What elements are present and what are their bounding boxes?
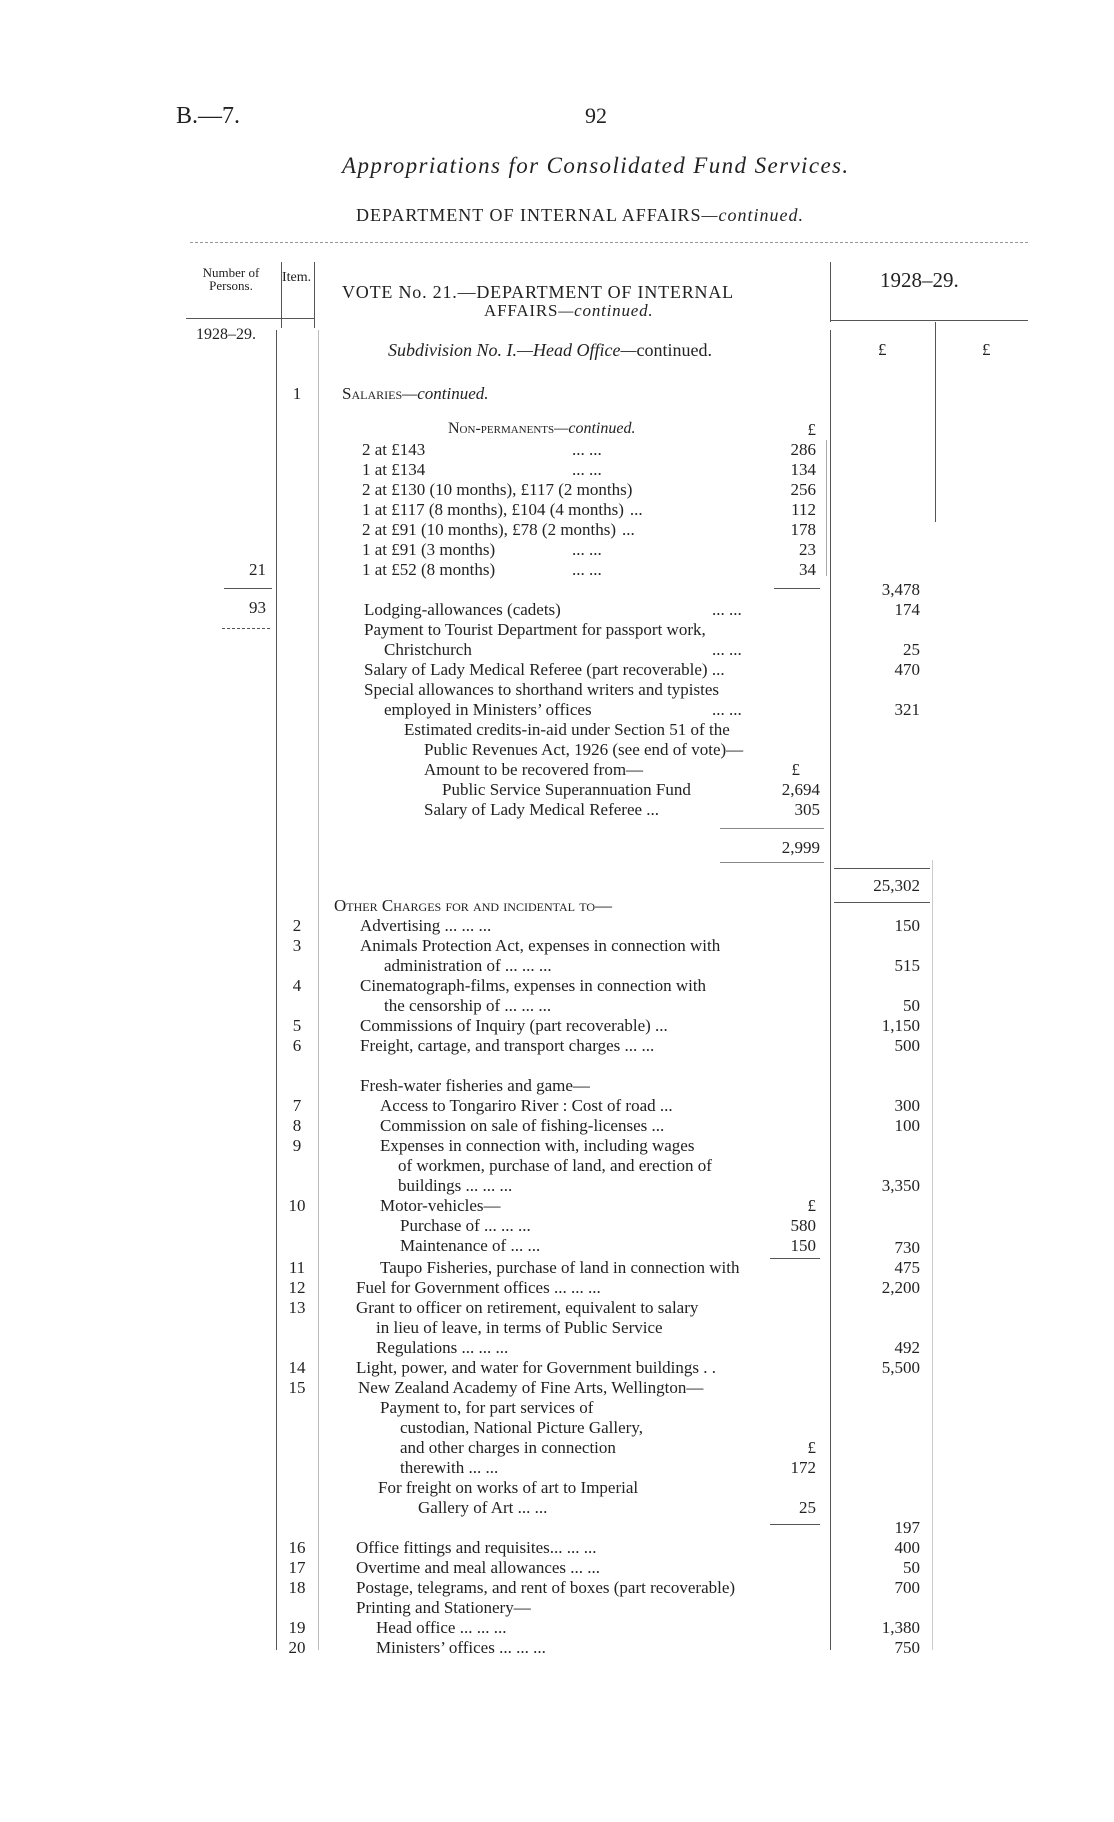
salary-line-amount: 23 bbox=[799, 540, 816, 559]
salary-line-text: 2 at £91 (10 months), £78 (2 months) bbox=[362, 520, 617, 539]
text-amount-divider-lower bbox=[830, 330, 831, 1650]
charge-line: Head office ... ... ... bbox=[376, 1618, 507, 1637]
salary-line-dots: ... ... bbox=[572, 460, 602, 479]
salary-line bbox=[362, 480, 632, 500]
persons-total-rule bbox=[222, 628, 270, 629]
item-number: 6 bbox=[292, 1036, 302, 1055]
subdivision-continued: continued. bbox=[636, 340, 712, 360]
item-header-rule bbox=[281, 318, 315, 319]
charge-line: Overtime and meal allowances ... ... bbox=[356, 1558, 601, 1577]
credits-in-aid-line3: Amount to be recovered from— bbox=[424, 760, 644, 779]
credits-item-amount: 305 bbox=[794, 800, 820, 819]
salary-line-amount: 34 bbox=[799, 560, 816, 579]
vote-title-affairs: AFFAIRS bbox=[484, 301, 559, 320]
charge-amount: 300 bbox=[894, 1096, 920, 1115]
item-number: 14 bbox=[288, 1358, 306, 1377]
item-number: 5 bbox=[292, 1016, 302, 1035]
tourist-payment-line2 bbox=[384, 640, 742, 660]
right-amount-divider bbox=[932, 860, 933, 1650]
charge-amount: 1,150 bbox=[881, 1016, 920, 1035]
medical-referee-dots: ... bbox=[711, 660, 725, 679]
salary-line-dots: ... ... bbox=[572, 560, 602, 579]
academy-freight-line: Gallery of Art ... ... bbox=[418, 1498, 548, 1517]
charge-amount: 50 bbox=[903, 996, 920, 1015]
item-number: 7 bbox=[292, 1096, 302, 1115]
page-title: Appropriations for Consolidated Fund Services. bbox=[342, 153, 850, 178]
academy-freight-line: For freight on works of art to Imperial bbox=[378, 1478, 639, 1497]
motor-vehicles-total: 730 bbox=[894, 1238, 920, 1257]
medical-referee-text: Salary of Lady Medical Referee (part recoverable) bbox=[364, 660, 708, 679]
item-number: 18 bbox=[288, 1578, 306, 1597]
salary-line-dots: ... ... bbox=[572, 540, 602, 559]
motor-vehicles-heading: Motor-vehicles— bbox=[380, 1196, 501, 1215]
credits-total-rule bbox=[720, 862, 824, 863]
special-allowances-amount: 321 bbox=[894, 700, 920, 719]
item-number: 3 bbox=[292, 936, 302, 955]
medical-referee-amount: 470 bbox=[894, 660, 920, 679]
charge-line: Freight, cartage, and transport charges ... ... bbox=[360, 1036, 655, 1055]
special-allowances-line2 bbox=[384, 700, 742, 720]
motor-vehicle-line: Maintenance of ... ... bbox=[400, 1236, 541, 1255]
charge-line: Commission on sale of fishing-licenses ... bbox=[380, 1116, 665, 1135]
item-number: 17 bbox=[288, 1558, 306, 1577]
motor-sum-rule bbox=[770, 1258, 820, 1259]
pound-column-left: £ bbox=[878, 340, 887, 359]
year-column-header: 1928–29. bbox=[880, 268, 959, 292]
charge-amount: 150 bbox=[894, 916, 920, 935]
charge-line: Grant to officer on retirement, equivalent to salary bbox=[356, 1298, 699, 1317]
subdivision-number: Subdivision No. I. bbox=[388, 340, 517, 360]
inner-amount-rule bbox=[826, 440, 827, 576]
charge-amount: 492 bbox=[894, 1338, 920, 1357]
persons-subtotal-rule bbox=[224, 588, 272, 589]
persons-column-header: Number of Persons. bbox=[202, 265, 260, 293]
charge-line: Cinematograph-films, expenses in connection with bbox=[360, 976, 707, 995]
charge-line: Light, power, and water for Government buildings . . bbox=[356, 1358, 717, 1377]
salary-line-amount: 112 bbox=[791, 500, 816, 519]
nonpermanents-label: Non-permanents bbox=[448, 420, 555, 437]
item-number: 16 bbox=[288, 1538, 306, 1557]
charge-amount: 100 bbox=[894, 1116, 920, 1135]
academy-payment-line: Payment to, for part services of bbox=[380, 1398, 594, 1417]
item-number: 12 bbox=[288, 1278, 306, 1297]
tourist-payment-amount: 25 bbox=[903, 640, 920, 659]
item-number: 8 bbox=[292, 1116, 302, 1135]
department-heading bbox=[356, 205, 804, 226]
item-number: 19 bbox=[288, 1618, 306, 1637]
credits-in-aid-line1: Estimated credits-in-aid under Section 51 of the bbox=[404, 720, 730, 739]
salary-line-amount: 178 bbox=[790, 520, 816, 539]
tourist-payment-dots: ... ... bbox=[712, 640, 742, 659]
motor-vehicle-amount: 150 bbox=[790, 1236, 816, 1255]
taupo-fisheries-amount: 475 bbox=[894, 1258, 920, 1277]
charge-amount: 50 bbox=[903, 1558, 920, 1577]
inner-pound-sign: £ bbox=[807, 420, 816, 439]
salary-line-text: 2 at £143 bbox=[362, 440, 426, 459]
salary-line-text: 2 at £130 (10 months), £117 (2 months) bbox=[362, 480, 633, 499]
charge-line: Ministers’ offices ... ... ... bbox=[376, 1638, 546, 1657]
charge-line: buildings ... ... ... bbox=[398, 1176, 513, 1195]
charge-line: the censorship of ... ... ... bbox=[384, 996, 552, 1015]
persons-subtotal: 21 bbox=[249, 560, 266, 579]
motor-pound-sign: £ bbox=[807, 1196, 816, 1215]
credits-item-amount: 2,694 bbox=[781, 780, 820, 799]
academy-payment-line: custodian, National Picture Gallery, bbox=[400, 1418, 643, 1437]
item-number: 2 bbox=[292, 916, 302, 935]
credits-sum-rule bbox=[720, 828, 824, 829]
item-number: 1 bbox=[292, 384, 302, 403]
item-number: 15 bbox=[288, 1378, 306, 1397]
charge-line: Postage, telegrams, and rent of boxes (part recoverable) bbox=[356, 1578, 736, 1597]
charge-line: in lieu of leave, in terms of Public Service bbox=[376, 1318, 663, 1337]
charge-amount: 5,500 bbox=[881, 1358, 920, 1377]
lodging-allowances-dots: ... ... bbox=[712, 600, 742, 619]
item-text-divider-lower bbox=[318, 330, 319, 1650]
credits-item-text: Public Service Superannuation Fund bbox=[442, 780, 691, 799]
credits-item-text: Salary of Lady Medical Referee ... bbox=[424, 800, 660, 819]
persons-year-label: 1928–29. bbox=[196, 326, 256, 343]
nonpermanents-continued: —continued. bbox=[554, 420, 636, 437]
salary-line bbox=[362, 460, 602, 480]
salaries-sum-rule bbox=[834, 868, 930, 869]
credits-pound-sign: £ bbox=[791, 760, 800, 779]
charge-line: Commissions of Inquiry (part recoverable) ... bbox=[360, 1016, 668, 1035]
credits-in-aid-line2: Public Revenues Act, 1926 (see end of vote)— bbox=[424, 740, 744, 759]
charge-line: Office fittings and requisites... ... ... bbox=[356, 1538, 597, 1557]
pound-column-right: £ bbox=[982, 340, 991, 359]
academy-sum-rule bbox=[770, 1524, 820, 1525]
item-number: 10 bbox=[288, 1196, 306, 1215]
page-number: 92 bbox=[585, 103, 607, 128]
tourist-payment-line1: Payment to Tourist Department for passport work, bbox=[364, 620, 706, 639]
charge-amount: 3,350 bbox=[881, 1176, 920, 1195]
salary-line-amount: 134 bbox=[790, 460, 816, 479]
charge-line: Animals Protection Act, expenses in connection with bbox=[360, 936, 721, 955]
nonperm-sum-rule bbox=[774, 588, 820, 589]
salary-line bbox=[362, 520, 635, 540]
salary-line-text: 1 at £52 (8 months) bbox=[362, 560, 496, 579]
charge-amount: 1,380 bbox=[881, 1618, 920, 1637]
salary-line bbox=[362, 440, 602, 460]
academy-freight-amount: 25 bbox=[799, 1498, 816, 1517]
salary-line-dots: ... bbox=[622, 520, 635, 539]
academy-total: 197 bbox=[894, 1518, 920, 1537]
document-reference: B.—7. bbox=[176, 103, 241, 129]
text-amount-divider bbox=[830, 262, 831, 322]
printing-heading: Printing and Stationery— bbox=[356, 1598, 531, 1617]
charge-line: Expenses in connection with, including wages bbox=[380, 1136, 695, 1155]
charge-amount: 750 bbox=[894, 1638, 920, 1657]
salary-line-amount: 286 bbox=[790, 440, 816, 459]
charge-amount: 400 bbox=[894, 1538, 920, 1557]
vote-title-line1: VOTE No. 21.—DEPARTMENT OF INTERNAL bbox=[342, 282, 734, 302]
salary-line-dots: ... ... bbox=[572, 440, 602, 459]
lodging-allowances-text: Lodging-allowances (cadets) bbox=[364, 600, 561, 619]
vote-title-line2 bbox=[484, 301, 653, 321]
subdivision-name: —Head Office— bbox=[517, 340, 637, 360]
freshwater-heading: Fresh-water fisheries and game— bbox=[360, 1076, 590, 1095]
special-allowances-text: employed in Ministers’ offices bbox=[384, 700, 592, 719]
charge-amount: 2,200 bbox=[881, 1278, 920, 1297]
salaries-label: Salaries bbox=[342, 384, 403, 403]
charge-amount: 515 bbox=[894, 956, 920, 975]
charge-amount: 500 bbox=[894, 1036, 920, 1055]
salary-line bbox=[362, 500, 643, 520]
department-continued: —continued. bbox=[701, 205, 804, 225]
persons-total: 93 bbox=[249, 598, 266, 617]
lodging-allowances-line bbox=[364, 600, 742, 620]
item-number: 9 bbox=[292, 1136, 302, 1155]
item-number: 13 bbox=[288, 1298, 306, 1317]
charge-line: Advertising ... ... ... bbox=[360, 916, 492, 935]
charge-line: Fuel for Government offices ... ... ... bbox=[356, 1278, 601, 1297]
charge-line: of workmen, purchase of land, and erection of bbox=[398, 1156, 712, 1175]
salaries-continued: —continued. bbox=[402, 384, 489, 403]
item-number: 11 bbox=[288, 1258, 306, 1277]
salary-line-text: 1 at £134 bbox=[362, 460, 426, 479]
motor-vehicle-line: Purchase of ... ... ... bbox=[400, 1216, 531, 1235]
salary-line-text: 1 at £117 (8 months), £104 (4 months) bbox=[362, 500, 624, 519]
vote-title-continued: —continued. bbox=[558, 301, 654, 320]
charge-line: Regulations ... ... ... bbox=[376, 1338, 509, 1357]
item-column-header: Item. bbox=[282, 270, 312, 285]
salaries-total: 25,302 bbox=[873, 876, 920, 895]
charge-line: administration of ... ... ... bbox=[384, 956, 552, 975]
nonpermanents-total: 3,478 bbox=[881, 580, 920, 599]
item-number: 4 bbox=[292, 976, 302, 995]
academy-payment-line: therewith ... ... bbox=[400, 1458, 499, 1477]
lodging-allowances-amount: 174 bbox=[894, 600, 920, 619]
department-name: DEPARTMENT OF INTERNAL AFFAIRS bbox=[356, 205, 702, 225]
academy-pound-sign: £ bbox=[807, 1438, 816, 1457]
tourist-payment-place: Christchurch bbox=[384, 640, 472, 659]
academy-payment-line: and other charges in connection bbox=[400, 1438, 616, 1457]
salaries-heading bbox=[342, 384, 489, 404]
amount-column-divider bbox=[935, 322, 936, 522]
taupo-fisheries-line: Taupo Fisheries, purchase of land in connection with bbox=[380, 1258, 740, 1277]
medical-referee-line bbox=[364, 660, 725, 680]
salary-line-dots: ... bbox=[629, 500, 643, 519]
academy-payment-amount: 172 bbox=[790, 1458, 816, 1477]
academy-heading: New Zealand Academy of Fine Arts, Wellington— bbox=[358, 1378, 704, 1397]
special-allowances-dots: ... ... bbox=[712, 700, 742, 719]
special-allowances-line1: Special allowances to shorthand writers and typistes bbox=[364, 680, 720, 699]
credits-total: 2,999 bbox=[781, 838, 820, 857]
other-charges-heading: Other Charges for and incidental to— bbox=[334, 896, 613, 915]
subdivision-heading bbox=[388, 340, 712, 361]
salaries-total-rule bbox=[834, 902, 930, 903]
salary-line-text: 1 at £91 (3 months) bbox=[362, 540, 496, 559]
header-rule bbox=[190, 242, 1028, 243]
motor-vehicle-amount: 580 bbox=[790, 1216, 816, 1235]
salary-line bbox=[362, 540, 602, 560]
salary-line bbox=[362, 560, 602, 580]
item-number: 20 bbox=[288, 1638, 306, 1657]
charge-line: Access to Tongariro River : Cost of road ... bbox=[380, 1096, 673, 1115]
charge-amount: 700 bbox=[894, 1578, 920, 1597]
year-header-rule bbox=[830, 320, 1028, 321]
persons-header-rule bbox=[186, 318, 282, 319]
nonpermanents-heading bbox=[448, 420, 635, 438]
persons-item-divider-lower bbox=[276, 330, 277, 1650]
salary-line-amount: 256 bbox=[790, 480, 816, 499]
